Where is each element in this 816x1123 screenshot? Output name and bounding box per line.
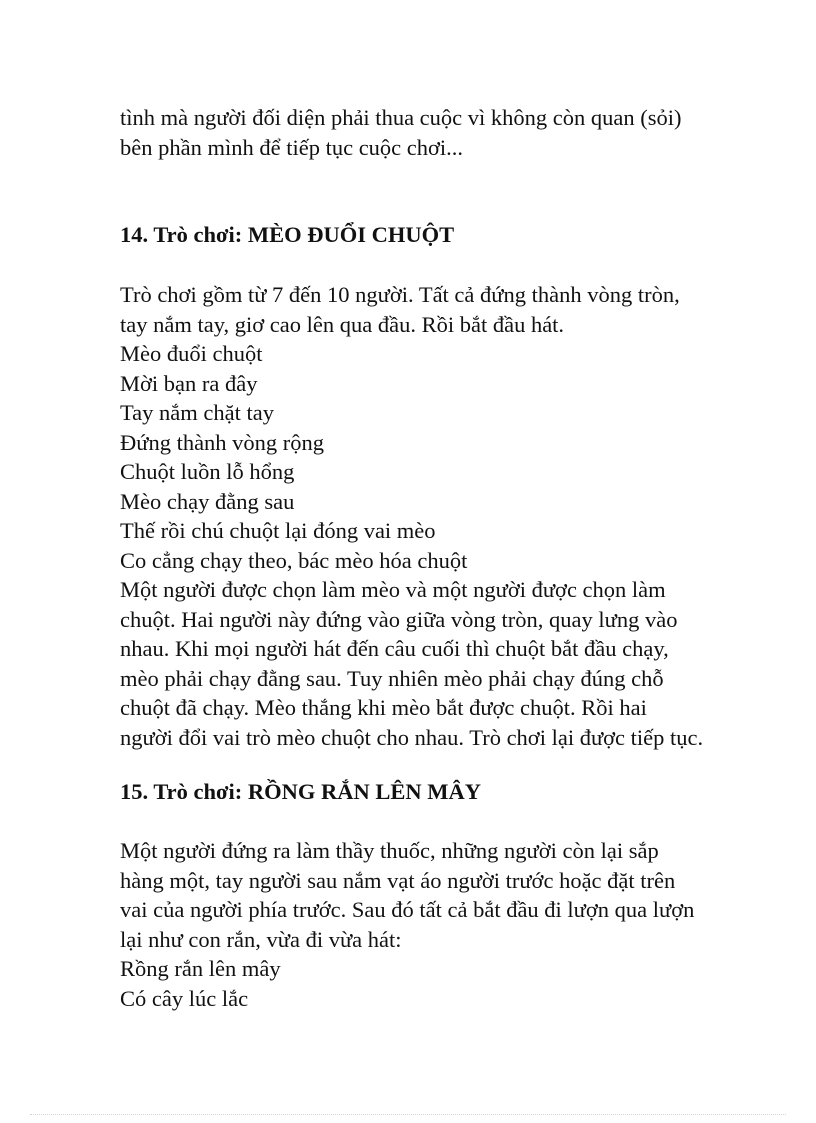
paragraph-line: lại như con rắn, vừa đi vừa hát: (120, 926, 402, 952)
section-15-body (120, 836, 780, 1013)
song-line: Mèo đuổi chuột (120, 341, 263, 366)
paragraph-line: chuột. Hai người này đứng vào giữa vòng tròn, quay lưng vào (120, 606, 678, 632)
paragraph-line: hàng một, tay người sau nắm vạt áo người trước hoặc đặt trên (120, 867, 676, 893)
section-15-heading: 15. Trò chơi: RỒNG RẮN LÊN MÂY (120, 779, 481, 804)
paragraph-line: vai của người phía trước. Sau đó tất cả bắt đầu đi lượn qua lượn (120, 897, 695, 922)
section-14-heading: 14. Trò chơi: MÈO ĐUỔI CHUỘT (120, 222, 455, 247)
song-line: Mời bạn ra đây (120, 370, 258, 396)
paragraph-line: nhau. Khi mọi người hát đến câu cuối thì chuột bắt đầu chạy, (120, 636, 669, 661)
song-line: Tay nắm chặt tay (120, 400, 274, 425)
song-line: Có cây lúc lắc (120, 985, 249, 1011)
paragraph-line: Một người đứng ra làm thầy thuốc, những người còn lại sắp (120, 838, 659, 863)
paragraph-line: chuột đã chạy. Mèo thắng khi mèo bắt được chuột. Rồi hai (120, 695, 647, 720)
paragraph-line: mèo phải chạy đằng sau. Tuy nhiên mèo phải chạy đúng chỗ (120, 665, 664, 691)
paragraph-line: Một người được chọn làm mèo và một người được chọn làm (120, 577, 666, 602)
paragraph-line: người đổi vai trò mèo chuột cho nhau. Trò chơi lại được tiếp tục. (120, 724, 704, 750)
paragraph-line: bên phần mình để tiếp tục cuộc chơi... (120, 134, 464, 160)
intro-paragraph (120, 103, 780, 162)
song-line: Chuột luồn lỗ hổng (120, 459, 295, 484)
song-line: Rồng rắn lên mây (120, 956, 281, 981)
paragraph-line: tay nắm tay, giơ cao lên qua đầu. Rồi bắt đầu hát. (120, 311, 565, 337)
paragraph-line: Trò chơi gồm từ 7 đến 10 người. Tất cả đứng thành vòng tròn, (120, 282, 680, 307)
song-line: Đứng thành vòng rộng (120, 429, 325, 455)
song-line: Thế rồi chú chuột lại đóng vai mèo (120, 518, 436, 543)
paragraph-line: tình mà người đối diện phải thua cuộc vì không còn quan (sỏi) (120, 105, 682, 130)
section-14-body (120, 280, 780, 752)
song-line: Co cẳng chạy theo, bác mèo hóa chuột (120, 547, 468, 573)
song-line: Mèo chạy đằng sau (120, 488, 295, 514)
page-bottom-divider (30, 1114, 786, 1115)
